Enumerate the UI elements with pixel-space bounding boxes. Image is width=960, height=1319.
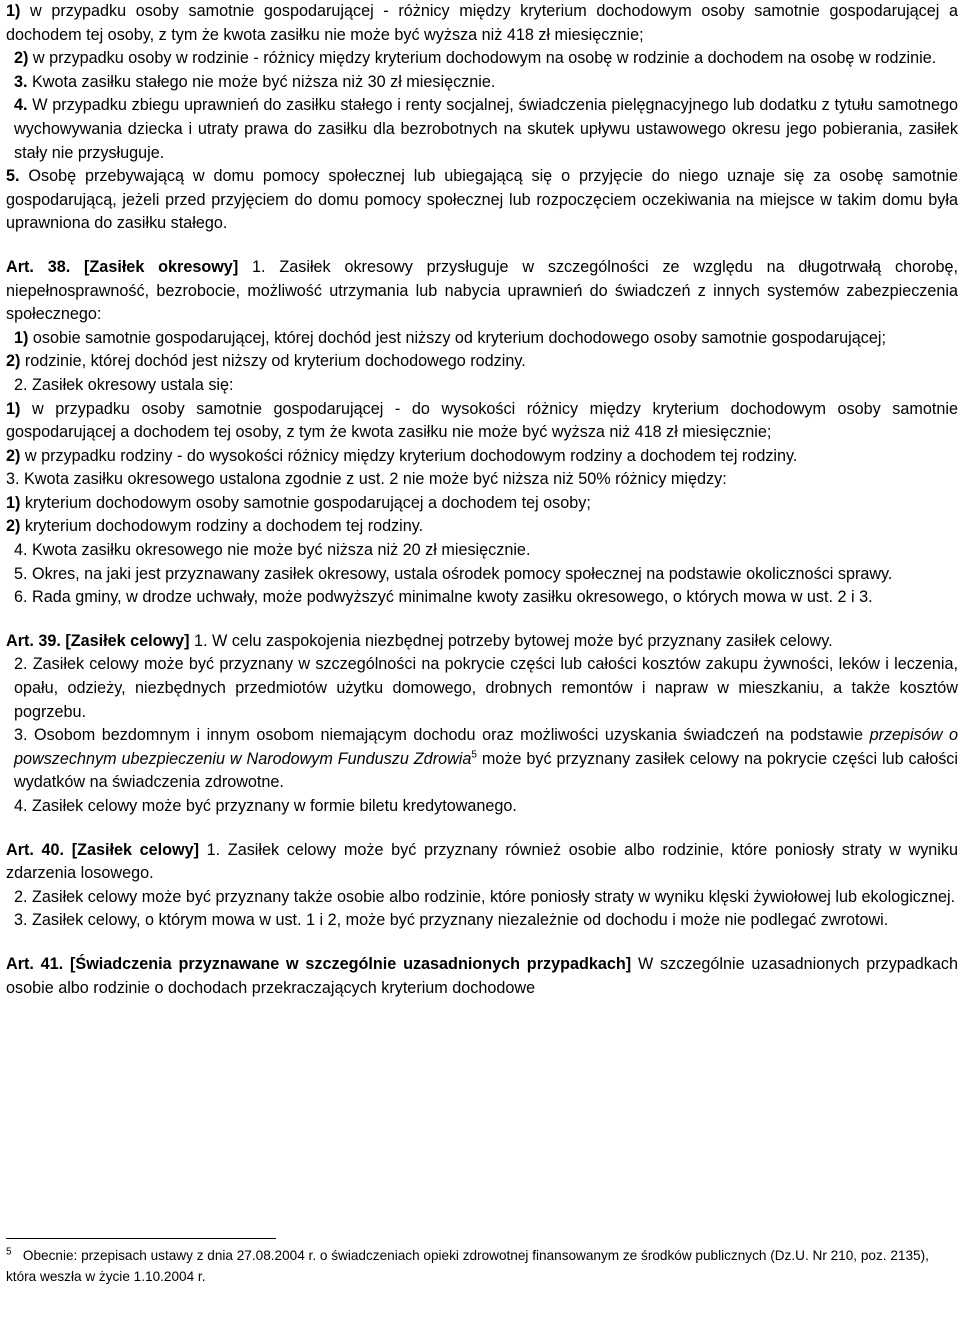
item-number: 5.	[6, 167, 20, 186]
paragraph: 6. Rada gminy, w drodze uchwały, może podwyższyć minimalne kwoty zasiłku okresowego, o których mowa w ust. 2 i 3.	[14, 588, 873, 607]
paragraph-gap	[6, 610, 958, 630]
item-text: w przypadku rodziny - do wysokości różnicy między kryterium dochodowym rodziny a dochodem tej rodziny.	[20, 446, 798, 465]
footnote-section	[6, 1238, 958, 1287]
item-number: 1)	[6, 2, 21, 20]
item-text: kryterium dochodowym rodziny a dochodem tej rodziny.	[20, 517, 424, 536]
item-text: kryterium dochodowym osoby samotnie gospodarującej a dochodem tej osoby;	[20, 493, 591, 512]
article-heading-paragraph	[6, 839, 958, 886]
numbered-paragraph	[6, 165, 958, 236]
footnote-number: 5	[6, 1246, 12, 1258]
item-number: 2)	[14, 49, 29, 68]
paragraph: 3. Zasiłek celowy, o którym mowa w ust. 1 i 2, może być przyznany niezależnie od dochodu i może nie podlegać zwrotowi.	[14, 911, 889, 930]
paragraph: 5. Okres, na jaki jest przyznawany zasiłek okresowy, ustala ośrodek pomocy społecznej na podstawie okoliczności sprawy.	[14, 564, 893, 583]
item-text: w przypadku osoby samotnie gospodarującej - do wysokości różnicy między kryterium dochodowym osoby samotnie gospodarującej a dochodem tej osoby, z tym że kwota zasiłku nie może być wyższa niż 418 zł miesięcznie;	[6, 399, 958, 442]
item-number: 1)	[6, 399, 21, 418]
item-text: W przypadku zbiegu uprawnień do zasiłku stałego i renty socjalnej, świadczenia pielęgnacyjnego lub dodatku z tytułu samotnego wychowywania dziecka i utraty prawa do zasiłku dla bezrobotnych na skutek upływu ustawowego okresu jego pobierania, zasiłek stały nie przysługuje.	[14, 96, 958, 162]
article-title: [Zasiłek okresowy]	[84, 257, 239, 276]
numbered-paragraph	[6, 71, 958, 95]
item-text: Osobę przebywającą w domu pomocy społecznej lub ubiegającą się o przyjęcie do niego uznaje się za osobę samotnie gospodarującą, jeżeli przed przyjęciem do domu pomocy społecznej lub rozpoczęciem oczekiwania na miejsce w takim domu była uprawniona do zasiłku stałego.	[6, 167, 958, 233]
item-number: 2)	[6, 352, 21, 371]
article-heading-paragraph	[6, 256, 958, 327]
paragraph: 2. Zasiłek celowy może być przyznany także osobie albo rodzinie, które poniosły straty w wyniku klęski żywiołowej lub ekologicznej.	[14, 887, 956, 906]
item-text: rodzinie, której dochód jest niższy od kryterium dochodowego rodziny.	[20, 352, 526, 371]
item-number: 2)	[6, 517, 21, 536]
paragraph-text: 3. Osobom bezdomnym i innym osobom niemającym dochodu oraz możliwości uzyskania świadczeń na podstawie	[14, 726, 870, 745]
item-number: 2)	[6, 446, 21, 465]
list-item	[6, 47, 958, 71]
footnote-text: Obecnie: przepisach ustawy z dnia 27.08.2004 r. o świadczeniach opieki zdrowotnej finansowanym ze środków publicznych (Dz.U. Nr 210, poz. 2135), która weszła w życie 1.10.2004 r.	[6, 1248, 929, 1284]
document-body	[6, 0, 958, 1000]
item-number: 4.	[14, 96, 28, 115]
footnote-marker[interactable]: 5	[471, 749, 477, 761]
article-number: Art. 40.	[6, 840, 65, 859]
article-text: 1. W celu zaspokojenia niezbędnej potrzeby bytowej może być przyznany zasiłek celowy.	[189, 631, 833, 650]
article-title: [Zasiłek celowy]	[65, 631, 190, 650]
article-title: [Świadczenia przyznawane w szczególnie uzasadnionych przypadkach]	[70, 954, 632, 973]
article-text: 1. Zasiłek okresowy przysługuje w szczególności ze względu na długotrwałą chorobę, niepełnosprawność, bezrobocie, możliwość utrzymania lub nabycia uprawnień do świadczeń z innych systemów zabezpieczenia społecznego:	[6, 257, 958, 324]
item-text: w przypadku osoby samotnie gospodarującej - różnicy między kryterium dochodowym osoby samotnie gospodarującej a dochodem tej osoby, z tym że kwota zasiłku nie może być wyższa niż 418 zł miesięcznie;	[6, 2, 958, 44]
article-text: 1. Zasiłek celowy może być przyznany również osobie albo rodzinie, które poniosły straty w wyniku zdarzenia losowego.	[6, 840, 958, 883]
list-item	[6, 445, 958, 469]
article-heading-paragraph	[6, 630, 958, 654]
item-text: w przypadku osoby w rodzinie - różnicy między kryterium dochodowym na osobę w rodzinie a dochodem na osobę w rodzinie.	[28, 49, 937, 68]
article-text: W szczególnie uzasadnionych przypadkach osobie albo rodzinie o dochodach przekraczających kryterium dochodowe	[6, 954, 959, 997]
item-number: 1)	[6, 493, 21, 512]
list-item	[6, 327, 958, 351]
item-number: 1)	[14, 328, 29, 347]
paragraph-text: może być przyznany zasiłek celowy na pokrycie części lub całości wydatków na świadczenia zdrowotne.	[14, 749, 958, 792]
paragraph-gap	[6, 933, 958, 953]
item-text: osobie samotnie gospodarującej, której dochód jest niższy od kryterium dochodowego osoby samotnie gospodarującej;	[28, 328, 886, 347]
article-heading-paragraph	[6, 953, 958, 1000]
paragraph-with-reference	[6, 724, 958, 795]
article-number: Art. 38.	[6, 257, 71, 276]
numbered-paragraph	[6, 94, 958, 165]
paragraph-gap	[6, 819, 958, 839]
list-item	[6, 0, 958, 47]
paragraph: 2. Zasiłek celowy może być przyznany w szczególności na pokrycie części lub całości kosztów zakupu żywności, leków i leczenia, opału, odzieży, niezbędnych przedmiotów użytku domowego, drobnych remontów i napraw w mieszkaniu, a także kosztów pogrzebu.	[14, 655, 958, 721]
list-item	[6, 515, 958, 539]
article-number: Art. 41.	[6, 954, 64, 973]
footnote-rule	[6, 1238, 276, 1239]
paragraph: 2. Zasiłek okresowy ustala się:	[14, 375, 234, 394]
footnote-5	[6, 1245, 958, 1287]
item-number: 3.	[14, 72, 28, 91]
article-title: [Zasiłek celowy]	[71, 840, 200, 859]
paragraph: 3. Kwota zasiłku okresowego ustalona zgodnie z ust. 2 nie może być niższa niż 50% różnicy między:	[6, 470, 727, 489]
list-item	[6, 350, 958, 374]
list-item	[6, 492, 958, 516]
article-number: Art. 39.	[6, 631, 61, 650]
paragraph: 4. Kwota zasiłku okresowego nie może być niższa niż 20 zł miesięcznie.	[14, 541, 531, 560]
list-item	[6, 398, 958, 445]
legal-reference: przepisów o powszechnym ubezpieczeniu w Narodowym Funduszu Zdrowia	[14, 726, 958, 768]
paragraph-gap	[6, 236, 958, 256]
item-text: Kwota zasiłku stałego nie może być niższa niż 30 zł miesięcznie.	[27, 72, 496, 91]
paragraph: 4. Zasiłek celowy może być przyznany w formie biletu kredytowanego.	[14, 797, 517, 815]
